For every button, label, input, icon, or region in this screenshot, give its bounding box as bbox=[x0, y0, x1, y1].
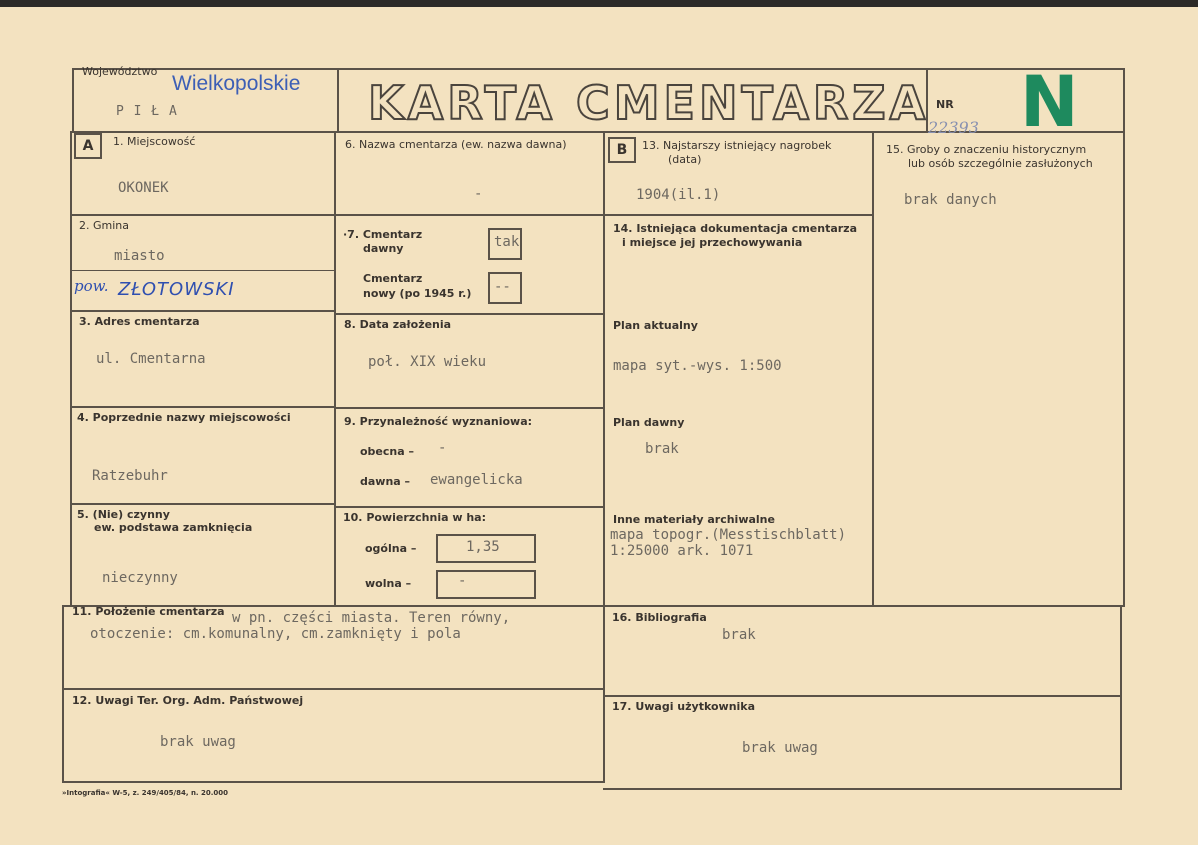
plan-dawny-label: Plan dawny bbox=[613, 416, 685, 429]
field-1-value: OKONEK bbox=[118, 180, 169, 196]
plan-dawny-value: brak bbox=[645, 441, 679, 457]
field-13-value: 1904(il.1) bbox=[636, 187, 721, 203]
rule bbox=[1123, 68, 1125, 606]
rule bbox=[72, 68, 1125, 70]
field-15-label-1: 15. Groby o znaczeniu historycznym bbox=[886, 143, 1087, 156]
inne-materialy-line-1: mapa topogr.(Messtischblatt) bbox=[610, 527, 847, 543]
plan-aktualny-label: Plan aktualny bbox=[613, 319, 698, 332]
field-5-label-2: ew. podstawa zamknięcia bbox=[94, 521, 253, 534]
rule bbox=[70, 214, 336, 216]
field-17-value: brak uwag bbox=[742, 740, 818, 756]
rule bbox=[603, 131, 605, 782]
field-10-wolna-box bbox=[436, 570, 536, 599]
field-17-label: 17. Uwagi użytkownika bbox=[612, 700, 756, 713]
field-2-pow-prefix: pow. bbox=[74, 277, 109, 295]
field-11-label: 11. Położenie cmentarza bbox=[72, 605, 225, 618]
field-10-label: 10. Powierzchnia w ha: bbox=[343, 511, 487, 524]
field-12-label: 12. Uwagi Ter. Org. Adm. Państwowej bbox=[72, 694, 304, 707]
field-9-label: 9. Przynależność wyznaniowa: bbox=[344, 415, 533, 428]
field-10-wolna-label: wolna – bbox=[365, 577, 412, 590]
field-4-label: 4. Poprzednie nazwy miejscowości bbox=[77, 411, 291, 424]
rule bbox=[70, 310, 336, 312]
rule bbox=[872, 131, 874, 607]
voivodeship-typed: P I Ł A bbox=[116, 104, 178, 119]
rule bbox=[1120, 605, 1122, 790]
field-2-pow-value: ZŁOTOWSKI bbox=[118, 279, 235, 300]
rule bbox=[70, 503, 336, 505]
field-10-wolna-value: - bbox=[458, 573, 467, 589]
field-10-ogolna-value: 1,35 bbox=[466, 539, 500, 555]
field-8-value: poł. XIX wieku bbox=[368, 354, 487, 370]
field-11-line-2: otoczenie: cm.komunalny, cm.zamknięty i pola bbox=[90, 626, 461, 642]
field-4-value: Ratzebuhr bbox=[92, 468, 168, 484]
nr-handwritten: 22393 bbox=[928, 118, 979, 137]
rule bbox=[334, 506, 604, 508]
field-2-value: miasto bbox=[114, 248, 165, 264]
field-15-value: brak danych bbox=[904, 192, 997, 208]
voivodeship-stamp: Wielkopolskie bbox=[172, 72, 301, 95]
card-title: KARTA CMENTARZA bbox=[368, 76, 930, 130]
rule bbox=[70, 131, 72, 607]
rule bbox=[70, 406, 336, 408]
field-13-label-1: 13. Najstarszy istniejący nagrobek bbox=[642, 139, 832, 152]
section-b-marker: B bbox=[608, 137, 636, 163]
field-14-label-2: i miejsce jej przechowywania bbox=[622, 236, 803, 249]
field-7-nowy-label-2: nowy (po 1945 r.) bbox=[363, 287, 472, 300]
field-1-label: 1. Miejscowość bbox=[113, 135, 196, 148]
plan-aktualny-value: mapa syt.-wys. 1:500 bbox=[613, 358, 782, 374]
rule bbox=[603, 695, 1122, 697]
rule bbox=[603, 788, 1122, 790]
rule bbox=[334, 407, 604, 409]
field-12-value: brak uwag bbox=[160, 734, 236, 750]
field-8-label: 8. Data założenia bbox=[344, 318, 452, 331]
field-9-dawna-value: ewangelicka bbox=[430, 472, 523, 488]
field-3-label: 3. Adres cmentarza bbox=[79, 315, 200, 328]
field-7-nowy-label-1: Cmentarz bbox=[363, 272, 423, 285]
top-scan-edge bbox=[0, 0, 1198, 7]
nr-label: NR bbox=[936, 98, 954, 111]
rule bbox=[62, 781, 605, 783]
field-6-label: 6. Nazwa cmentarza (ew. nazwa dawna) bbox=[345, 138, 567, 151]
field-16-value: brak bbox=[722, 627, 756, 643]
rule bbox=[334, 214, 604, 216]
rule bbox=[72, 68, 74, 132]
field-7-dawny-value: tak bbox=[494, 234, 520, 250]
rule bbox=[334, 313, 604, 315]
rule bbox=[603, 214, 873, 216]
voivodeship-label: Województwo bbox=[82, 65, 158, 78]
field-5-label-1: 5. (Nie) czynny bbox=[77, 508, 170, 521]
rule bbox=[62, 688, 603, 690]
field-7-dawny-label-1: ·7. Cmentarz bbox=[343, 228, 423, 241]
field-15-label-2: lub osób szczególnie zasłużonych bbox=[908, 157, 1093, 170]
field-10-ogolna-label: ogólna – bbox=[365, 542, 417, 555]
field-9-obecna-value: - bbox=[438, 440, 447, 456]
rule bbox=[334, 131, 336, 607]
field-14-label-1: 14. Istniejąca dokumentacja cmentarza bbox=[613, 222, 858, 235]
nr-mark: N bbox=[1020, 61, 1079, 143]
field-11-line-1: w pn. części miasta. Teren równy, bbox=[232, 610, 511, 626]
section-a-marker: A bbox=[74, 133, 102, 159]
rule bbox=[70, 270, 336, 271]
field-16-label: 16. Bibliografia bbox=[612, 611, 707, 624]
inne-materialy-label: Inne materiały archiwalne bbox=[613, 513, 775, 526]
field-6-value: - bbox=[474, 186, 483, 202]
field-7-dawny-label-2: dawny bbox=[363, 242, 404, 255]
field-13-label-2: (data) bbox=[668, 153, 702, 166]
printer-imprint: »Intografia« W-5, z. 249/405/84, n. 20.000 bbox=[62, 789, 229, 797]
field-3-value: ul. Cmentarna bbox=[96, 351, 206, 367]
field-9-obecna-label: obecna – bbox=[360, 445, 414, 458]
rule bbox=[337, 68, 339, 132]
rule bbox=[62, 605, 64, 783]
inne-materialy-line-2: 1:25000 ark. 1071 bbox=[610, 543, 754, 559]
field-5-value: nieczynny bbox=[102, 570, 178, 586]
field-9-dawna-label: dawna – bbox=[360, 475, 411, 488]
field-2-label: 2. Gmina bbox=[79, 219, 129, 232]
field-7-nowy-value: -- bbox=[494, 279, 511, 295]
